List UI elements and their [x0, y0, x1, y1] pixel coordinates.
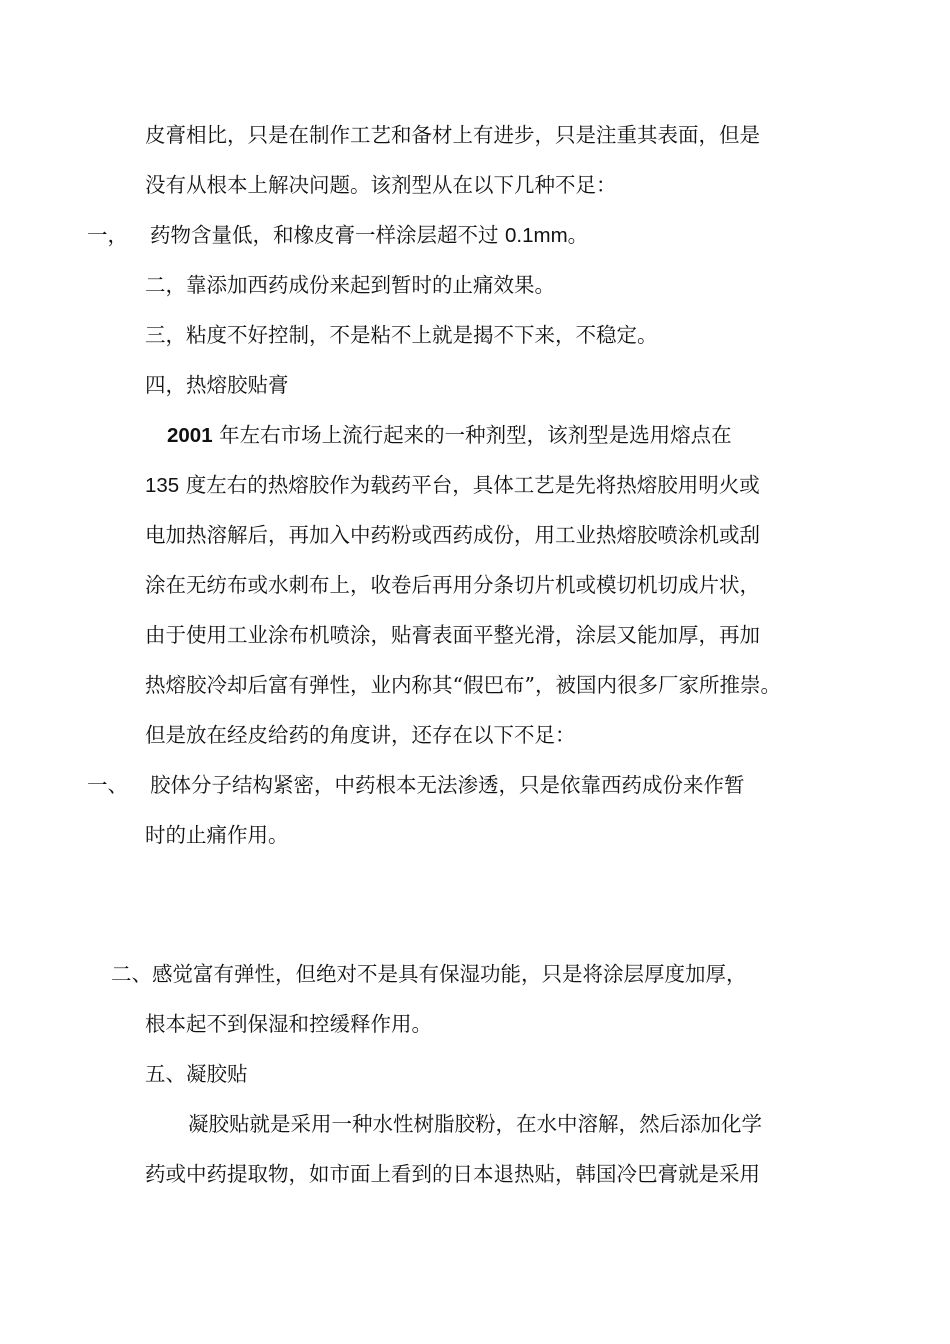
paragraph-line: 由于使用工业涂布机喷涂，贴膏表面平整光滑，涂层又能加厚，再加 — [145, 623, 760, 647]
section-heading: 四，热熔胶贴膏 — [145, 373, 289, 397]
list-marker: 一、 — [87, 773, 128, 797]
paragraph-line: 药或中药提取物，如市面上看到的日本退热贴，韩国冷巴膏就是采用 — [145, 1162, 760, 1186]
paragraph-line: 涂在无纺布或水刺布上，收卷后再用分条切片机或模切机切成片状， — [145, 573, 760, 597]
temperature-value: 135 — [145, 474, 180, 497]
measurement-value: 0.1mm — [505, 224, 568, 247]
section-heading: 五、凝胶贴 — [145, 1062, 248, 1086]
paragraph-line: 2001 年左右市场上流行起来的一种剂型，该剂型是选用熔点在 — [167, 423, 732, 447]
paragraph-line: 热熔胶冷却后富有弹性，业内称其“假巴布”，被国内很多厂家所推崇。 — [145, 673, 781, 697]
paragraph-line: 皮膏相比，只是在制作工艺和备材上有进步，只是注重其表面，但是 — [145, 123, 760, 147]
list-item-text: 药物含量低，和橡皮膏一样涂层超不过 0.1mm。 — [150, 223, 589, 247]
paragraph-line: 电加热溶解后，再加入中药粉或西药成份，用工业热熔胶喷涂机或刮 — [145, 523, 760, 547]
list-item-text: 根本起不到保湿和控缓释作用。 — [145, 1012, 432, 1036]
list-item-text: 二，靠添加西药成份来起到暂时的止痛效果。 — [145, 273, 555, 297]
paragraph-line: 凝胶贴就是采用一种水性树脂胶粉，在水中溶解，然后添加化学 — [188, 1112, 762, 1136]
paragraph-line: 但是放在经皮给药的角度讲，还存在以下不足： — [145, 723, 576, 747]
list-item-text: 二、感觉富有弹性，但绝对不是具有保湿功能，只是将涂层厚度加厚， — [111, 962, 747, 986]
list-marker: 一， — [87, 223, 128, 247]
year-value: 2001 — [167, 424, 213, 447]
list-item-text: 三，粘度不好控制，不是粘不上就是揭不下来，不稳定。 — [145, 323, 658, 347]
paragraph-line: 135 度左右的热熔胶作为载药平台，具体工艺是先将热熔胶用明火或 — [145, 473, 760, 497]
paragraph-line: 没有从根本上解决问题。该剂型从在以下几种不足： — [145, 173, 617, 197]
list-item-text: 时的止痛作用。 — [145, 823, 289, 847]
list-item-text: 胶体分子结构紧密，中药根本无法渗透，只是依靠西药成份来作暂 — [150, 773, 745, 797]
